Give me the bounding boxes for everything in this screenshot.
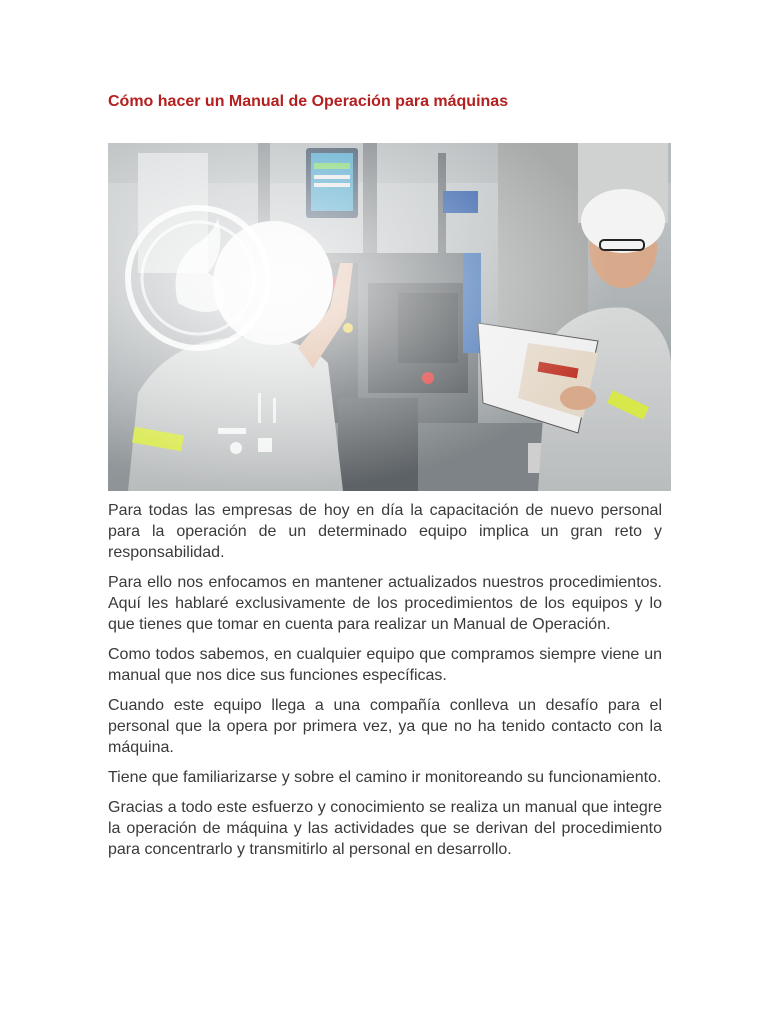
factory-workers-photo bbox=[108, 143, 671, 491]
paragraph-4: Cuando este equipo llega a una compañía conlleva un desafío para el personal que la opera por primera vez, ya que no ha tenido contacto con la máquina. bbox=[108, 697, 662, 756]
document-title: Cómo hacer un Manual de Operación para máquinas bbox=[108, 93, 509, 110]
article-body bbox=[108, 500, 662, 869]
paragraph-6: Gracias a todo este esfuerzo y conocimiento se realiza un manual que integre la operación de máquina y las actividades que se derivan del procedimiento para concentrarlo y transmitirlo al personal en desarrollo. bbox=[108, 799, 662, 858]
paragraph-3: Como todos sabemos, en cualquier equipo que compramos siempre viene un manual que nos dice sus funciones específicas. bbox=[108, 646, 662, 684]
paragraph-5: Tiene que familiarizarse y sobre el camino ir monitoreando su funcionamiento. bbox=[108, 769, 662, 786]
paragraph-2: Para ello nos enfocamos en mantener actualizados nuestros procedimientos. Aquí les hablaré exclusivamente de los procedimientos de los equipos y lo que tienes que tomar en cuenta para realizar un Manual de Operación. bbox=[108, 574, 662, 633]
paragraph-1: Para todas las empresas de hoy en día la capacitación de nuevo personal para la operación de un determinado equipo implica un gran reto y responsabilidad. bbox=[108, 502, 662, 561]
